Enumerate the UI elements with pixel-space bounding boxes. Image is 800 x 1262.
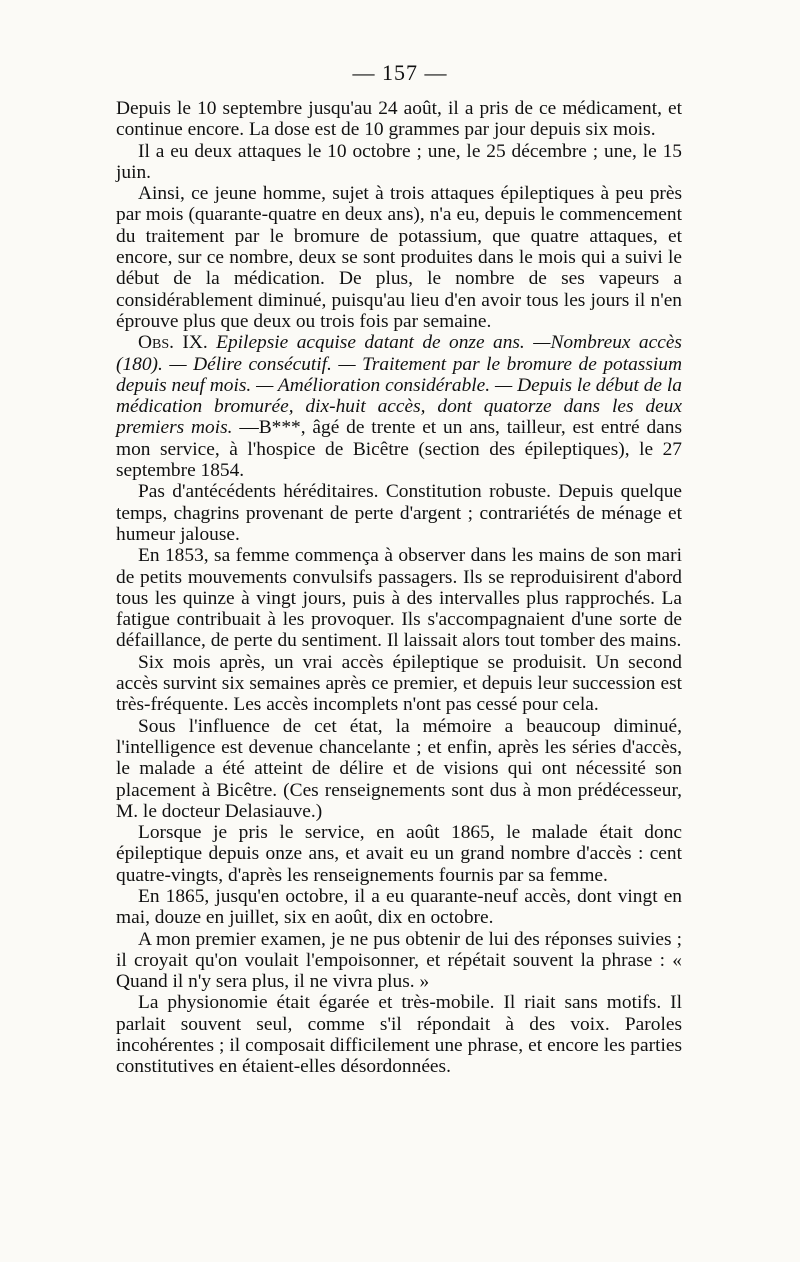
- observation-label: Obs. IX.: [138, 332, 208, 354]
- paragraph-11: A mon premier examen, je ne pus obtenir de lui des réponses suivies ; il croyait qu'on voulait l'empoisonner, et répétait souvent la phrase : « Quand il n'y sera plus, il ne vivra plus. »: [116, 928, 682, 993]
- observation-intro: —B***, âgé de trente et un ans, tailleur, est entré dans mon service, à l'hospice de Bicêtre (section des épileptiques), le 27 septembre 1854.: [116, 417, 682, 482]
- paragraph-8: Sous l'influence de cet état, la mémoire a beaucoup diminué, l'intelligence est devenue chancelante ; et enfin, après les séries d'accès, le malade a été atteint de délire et de visions qui ont nécessité son placement à Bicêtre. (Ces renseignements sont dus à mon prédécesseur, M. le docteur Delasiauve.): [116, 715, 682, 822]
- paragraph-12: La physionomie était égarée et très-mobile. Il riait sans motifs. Il parlait souvent seul, comme s'il répondait à des voix. Paroles incohérentes ; il composait difficilement une phrase, et encore les parties constitutives en étaient-elles désordonnées.: [116, 992, 682, 1078]
- page-number: — 157 —: [352, 60, 448, 85]
- paragraph-5: Pas d'antécédents héréditaires. Constitution robuste. Depuis quelque temps, chagrins provenant de perte d'argent ; contrariétés de ménage et humeur jalouse.: [116, 481, 682, 545]
- paragraph-10: En 1865, jusqu'en octobre, il a eu quarante-neuf accès, dont vingt en mai, douze en juillet, six en août, dix en octobre.: [116, 885, 682, 929]
- paragraph-6: En 1853, sa femme commença à observer dans les mains de son mari de petits mouvements convulsifs passagers. Ils se reproduisirent d'abord tous les quinze à vingt jours, puis à des intervalles plus rapprochés. La fatigue contribuait à les provoquer. Ils s'accompagnaient d'une sorte de défaillance, de perte du sentiment. Il laissait alors tout tomber des mains.: [116, 545, 682, 652]
- observation-title: Epilepsie acquise datant de onze ans. —Nombreux accès (180). — Délire consécutif. — Traitement par le bromure de potassium depuis neuf mois. — Amélioration considérable. — Depuis le début de la médication bromurée, dix-huit accès, dont quatorze dans les deux premiers mois.: [116, 332, 682, 439]
- observation-heading: [116, 332, 682, 481]
- paragraph-2: Il a eu deux attaques le 10 octobre ; une, le 25 décembre ; une, le 15 juin.: [116, 140, 682, 183]
- paragraph-1: Depuis le 10 septembre jusqu'au 24 août, il a pris de ce médicament, et continue encore. La dose est de 10 grammes par jour depuis six mois.: [116, 98, 682, 141]
- paragraph-7: Six mois après, un vrai accès épileptique se produisit. Un second accès survint six semaines après ce premier, et depuis leur succession est très-fréquente. Les accès incomplets n'ont pas cessé pour cela.: [116, 651, 682, 716]
- body-text: [116, 98, 682, 1078]
- paragraph-9: Lorsque je pris le service, en août 1865, le malade était donc épileptique depuis onze ans, et avait eu un grand nombre d'accès : cent quatre-vingts, d'après les renseignements fournis par sa femme.: [116, 822, 682, 886]
- paragraph-3: Ainsi, ce jeune homme, sujet à trois attaques épileptiques à peu près par mois (quarante-quatre en deux ans), n'a eu, depuis le commencement du traitement par le bromure de potassium, que quatre attaques, et encore, sur ce nombre, deux se sont produites dans le mois qui a suivi le début de la médication. De plus, le nombre de ses vapeurs a considérablement diminué, puisqu'au lieu d'en avoir tous les jours il n'en éprouve plus que deux ou trois fois par semaine.: [116, 183, 682, 332]
